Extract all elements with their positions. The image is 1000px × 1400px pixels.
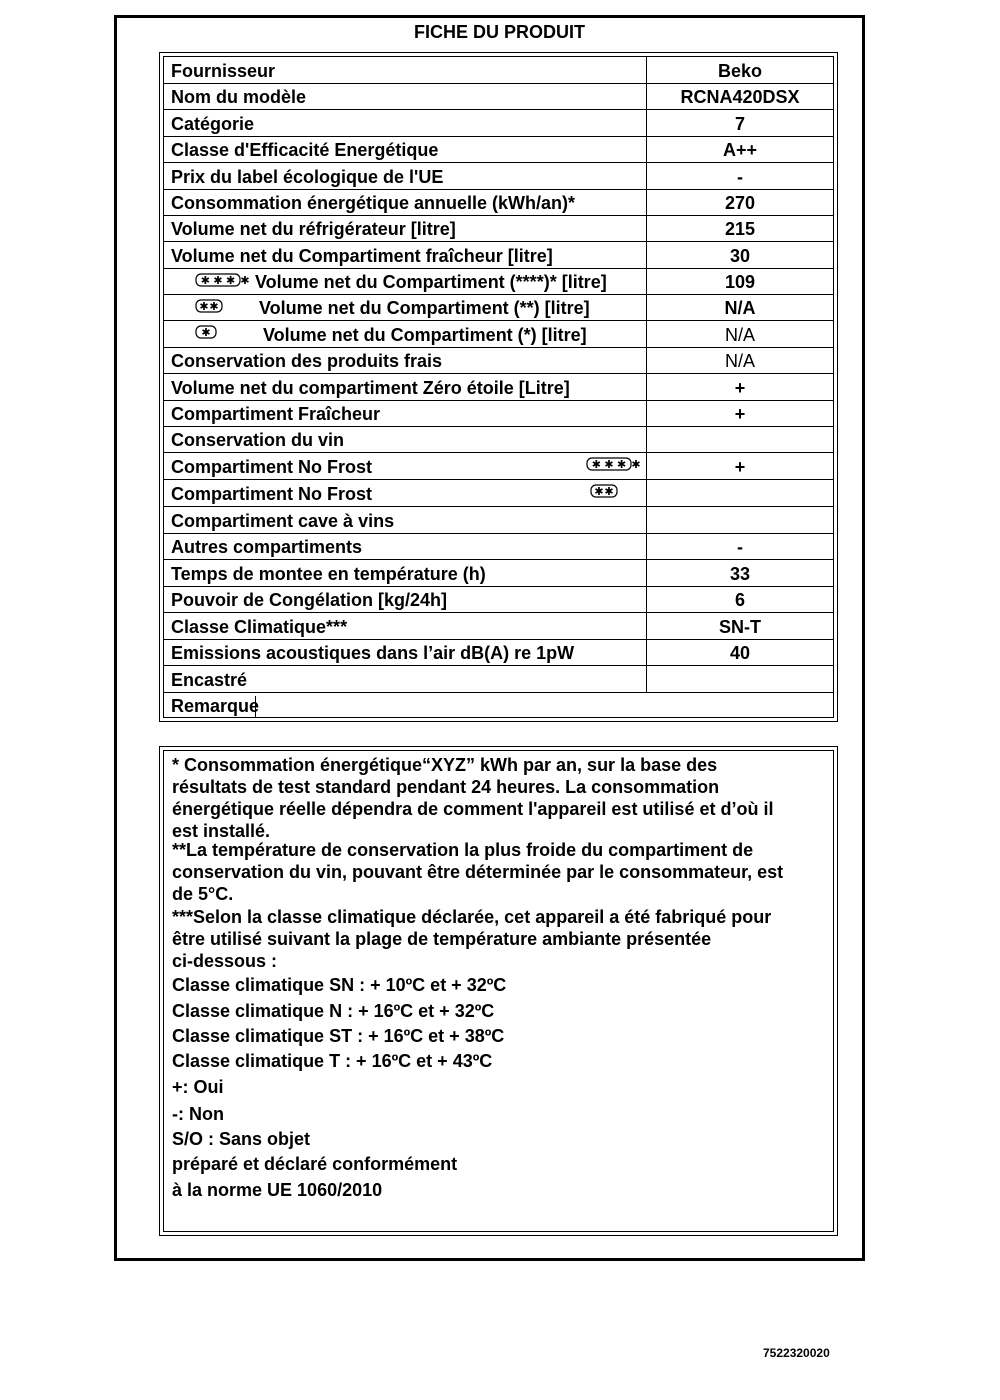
- table-row: [164, 560, 833, 587]
- note-line: Classe climatique T : + 16ºC et + 43ºC: [172, 1051, 493, 1071]
- svg-text:✱: ✱: [201, 326, 211, 339]
- document-code: 7522320020: [763, 1346, 830, 1360]
- table-row: [164, 374, 833, 401]
- two-star-freezer-icon: [590, 484, 618, 498]
- row-value: +: [734, 404, 746, 424]
- row-value: 215: [724, 219, 756, 239]
- table-row: [164, 321, 833, 348]
- table-row: [164, 348, 833, 374]
- note-line: **La température de conservation la plus froide du compartiment de: [172, 840, 754, 860]
- row-label: Autres compartiments: [171, 537, 363, 557]
- table-row: [164, 534, 833, 560]
- row-label: Remarque: [171, 696, 260, 716]
- notes-box: [163, 750, 834, 1232]
- svg-text:✱: ✱: [213, 274, 223, 287]
- table-row: [164, 640, 833, 666]
- table-row: [164, 587, 833, 613]
- row-label: Emissions acoustiques dans l’air dB(A) re 1pW: [171, 643, 575, 663]
- row-value: +: [734, 457, 746, 477]
- svg-text:✱: ✱: [200, 274, 210, 287]
- table-row: [164, 480, 833, 507]
- row-value: -: [737, 537, 743, 557]
- note-line: conservation du vin, pouvant être déterminée par le consommateur, est: [172, 862, 784, 882]
- note-line: être utilisé suivant la plage de température ambiante présentée: [172, 929, 712, 949]
- row-value: 7: [734, 114, 745, 134]
- table-row: [164, 57, 833, 84]
- svg-text:✱: ✱: [617, 458, 627, 471]
- row-label: Pouvoir de Congélation [kg/24h]: [171, 590, 448, 610]
- row-label: Volume net du compartiment Zéro étoile [Litre]: [171, 378, 570, 398]
- row-label: Conservation des produits frais: [171, 351, 443, 371]
- row-label: Compartiment No Frost: [171, 484, 373, 504]
- svg-text:✱: ✱: [604, 485, 614, 498]
- note-line: Classe climatique SN : + 10ºC et + 32ºC: [172, 975, 507, 995]
- row-value: 270: [724, 193, 756, 213]
- note-line: résultats de test standard pendant 24 heures. La consommation: [172, 777, 720, 797]
- table-row: [164, 242, 833, 269]
- row-value: Beko: [717, 61, 762, 81]
- row-label: Nom du modèle: [171, 87, 307, 107]
- row-label: Compartiment cave à vins: [171, 511, 395, 531]
- two-star-freezer-icon: [195, 299, 223, 313]
- note-line: énergétique réelle dépendra de comment l'appareil est utilisé et d’où il: [172, 799, 774, 819]
- row-label: Classe Climatique***: [171, 617, 348, 637]
- row-label: Compartiment No Frost: [171, 457, 373, 477]
- note-line: de 5°C.: [172, 884, 234, 904]
- table-row: [164, 269, 833, 295]
- note-line: -: Non: [172, 1104, 224, 1124]
- four-star-freezer-icon: [586, 457, 642, 471]
- svg-text:✱: ✱: [631, 458, 641, 471]
- svg-text:✱: ✱: [226, 274, 236, 287]
- table-row: [164, 613, 833, 640]
- table-row: [164, 163, 833, 190]
- row-label: Prix du label écologique de l'UE: [171, 167, 444, 187]
- row-value: A++: [722, 140, 758, 160]
- note-line: est installé.: [172, 821, 271, 841]
- row-value: RCNA420DSX: [680, 87, 800, 107]
- row-label: Volume net du Compartiment fraîcheur [litre]: [171, 246, 553, 266]
- table-row: [164, 401, 833, 427]
- note-line: à la norme UE 1060/2010: [172, 1180, 383, 1200]
- row-value: 109: [724, 272, 756, 292]
- one-star-freezer-icon: [195, 325, 217, 339]
- table-row: [164, 137, 833, 163]
- row-label: Encastré: [171, 670, 248, 690]
- row-label: Volume net du réfrigérateur [litre]: [171, 219, 456, 239]
- row-value: N/A: [724, 298, 756, 318]
- note-line: Classe climatique N : + 16ºC et + 32ºC: [172, 1001, 495, 1021]
- svg-text:✱: ✱: [594, 485, 604, 498]
- row-label: Compartiment Fraîcheur: [171, 404, 381, 424]
- row-label: Temps de montee en température (h): [171, 564, 486, 584]
- row-value: 40: [729, 643, 751, 663]
- row-label: Consommation énergétique annuelle (kWh/an)*: [171, 193, 576, 213]
- note-line: +: Oui: [172, 1077, 224, 1097]
- svg-text:✱: ✱: [240, 274, 250, 287]
- row-label: Conservation du vin: [171, 430, 345, 450]
- table-row: [164, 110, 833, 137]
- note-line: S/O : Sans objet: [172, 1129, 311, 1149]
- row-value: SN-T: [719, 617, 761, 637]
- row-value: N/A: [724, 325, 755, 345]
- row-label: Classe d'Efficacité Energétique: [171, 140, 439, 160]
- row-value: 6: [734, 590, 745, 610]
- row-value: 30: [729, 246, 751, 266]
- table-row: [164, 693, 833, 718]
- row-label: Volume net du Compartiment (*) [litre]: [263, 325, 587, 345]
- note-line: ***Selon la classe climatique déclarée, cet appareil a été fabriqué pour: [172, 907, 772, 927]
- svg-text:✱: ✱: [604, 458, 614, 471]
- table-row: [164, 216, 833, 242]
- note-line: * Consommation énergétique“XYZ” kWh par an, sur la base des: [172, 755, 718, 775]
- row-label: Fournisseur: [171, 61, 276, 81]
- svg-text:✱: ✱: [209, 300, 219, 313]
- table-row: [164, 427, 833, 453]
- note-line: ci-dessous :: [172, 951, 278, 971]
- table-row: [164, 190, 833, 216]
- row-value: 33: [729, 564, 751, 584]
- row-value: +: [734, 378, 746, 398]
- svg-text:✱: ✱: [199, 300, 209, 313]
- table-row: [164, 84, 833, 110]
- svg-text:✱: ✱: [591, 458, 601, 471]
- table-row: [164, 666, 833, 693]
- four-star-freezer-icon: [195, 273, 251, 287]
- note-line: préparé et déclaré conformément: [172, 1154, 458, 1174]
- row-label: Volume net du Compartiment (****)* [litre]: [255, 272, 607, 292]
- row-label: Volume net du Compartiment (**) [litre]: [259, 298, 590, 318]
- page-title: FICHE DU PRODUIT: [414, 22, 585, 42]
- row-label: Catégorie: [171, 114, 255, 134]
- table-row: [164, 295, 833, 321]
- row-value: N/A: [724, 351, 755, 371]
- product-table: [163, 56, 834, 718]
- row-value: -: [737, 167, 743, 187]
- table-row: [164, 453, 833, 480]
- note-line: Classe climatique ST : + 16ºC et + 38ºC: [172, 1026, 505, 1046]
- table-row: [164, 507, 833, 534]
